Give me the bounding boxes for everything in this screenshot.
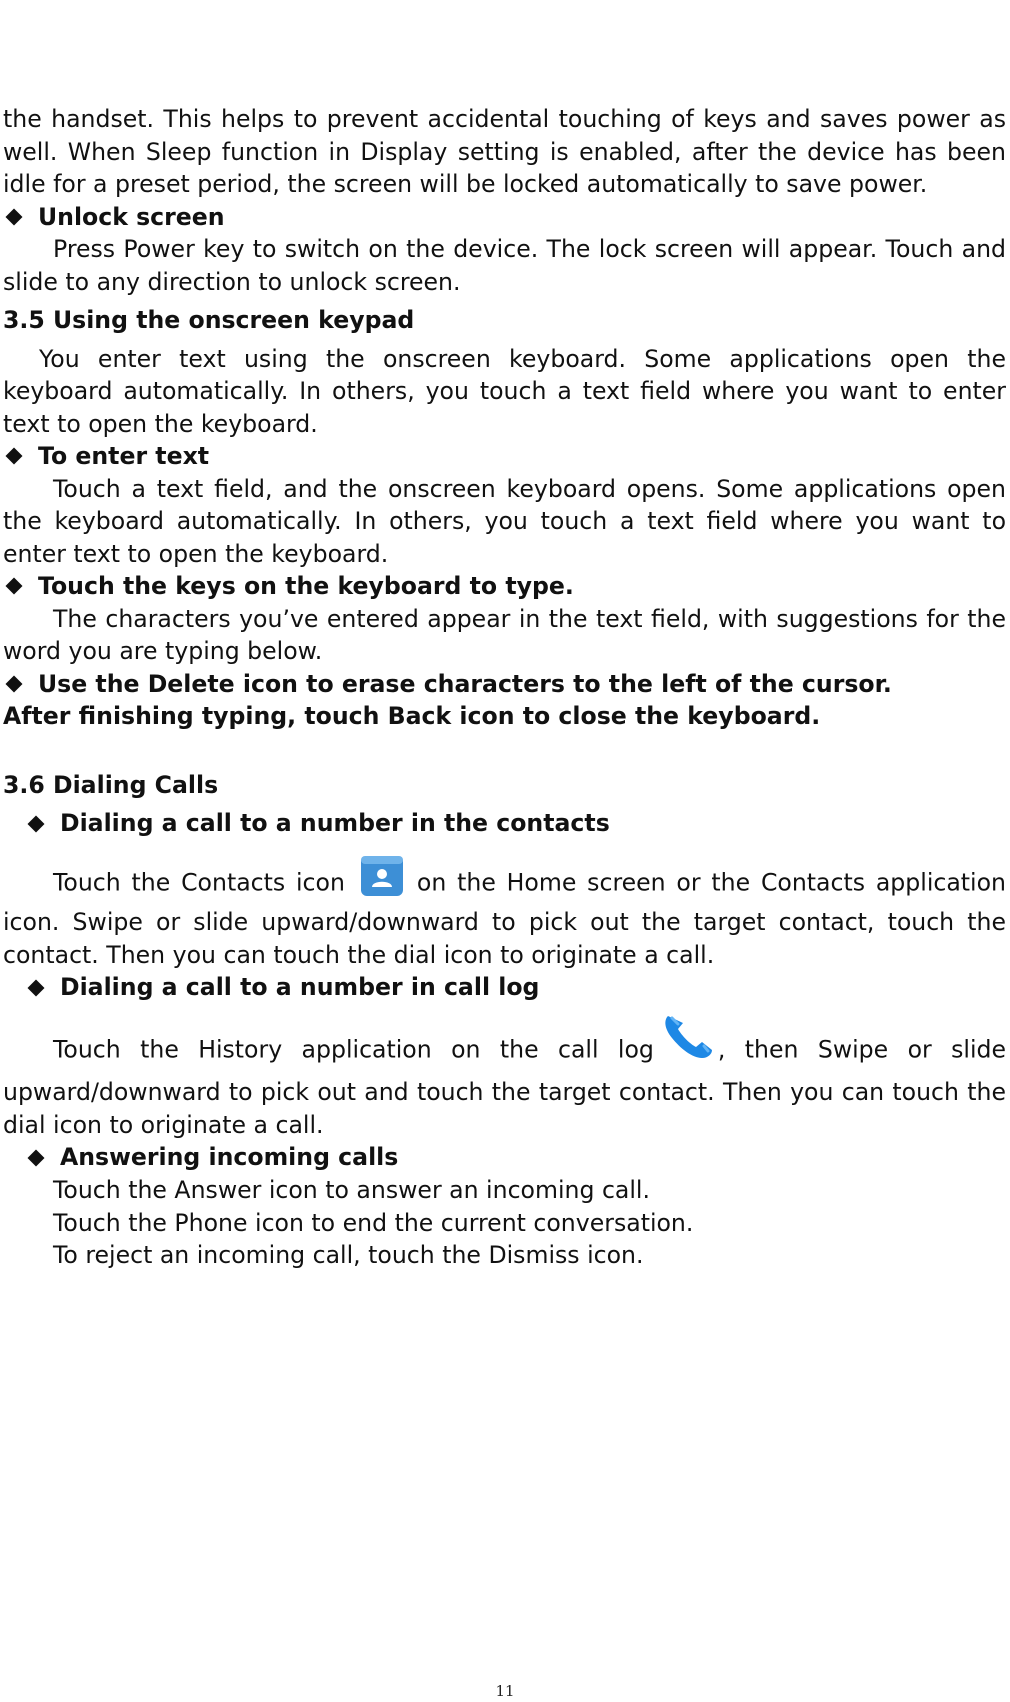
- unlock-screen-text: Press Power key to switch on the device. The lock screen will appear. Touch and slide to any direction to unlock screen.: [3, 235, 1006, 296]
- diamond-bullet-icon: [6, 448, 23, 465]
- diamond-bullet-icon: [6, 675, 23, 692]
- intro-paragraph: the handset. This helps to prevent accidental touching of keys and saves power as well. When Sleep function in Display setting is enabled, after the device has been idle for a preset period, the screen will be locked automatically to save power.: [3, 105, 1006, 198]
- section-3-5-intro: You enter text using the onscreen keyboard. Some applications open the keyboard automatically. In others, you touch a text field where you want to enter text to open the keyboard.: [3, 344, 1006, 438]
- phone-icon: [662, 1012, 716, 1062]
- section-3-5-heading: 3.5 Using the onscreen keypad: [3, 306, 415, 334]
- page-number: 11: [495, 1682, 515, 1700]
- touch-keys-heading: Touch the keys on the keyboard to type.: [3, 570, 1006, 603]
- diamond-bullet-icon: [6, 578, 23, 595]
- diamond-bullet-icon: [28, 1149, 45, 1166]
- dialing-contacts-body: Touch the Contacts icon on the Home screen or the Contacts application icon. Swipe or slide upward/downward to pick out the target contact, touch the contact. Then you can touch the dial icon to originate a call.: [3, 862, 1006, 971]
- answer-line: Touch the Answer icon to answer an incoming call.: [53, 1176, 650, 1204]
- diamond-bullet-icon: [28, 815, 45, 832]
- contacts-icon: [359, 854, 405, 898]
- dialing-contacts-heading: Dialing a call to a number in the contacts: [3, 807, 1006, 840]
- end-call-line: Touch the Phone icon to end the current conversation.: [53, 1208, 694, 1237]
- reject-call-line: To reject an incoming call, touch the Dismiss icon.: [53, 1241, 644, 1269]
- enter-text-heading: To enter text: [3, 440, 1006, 473]
- document-body: [3, 103, 1006, 1272]
- delete-icon-heading: Use the Delete icon to erase characters to the left of the cursor.: [3, 668, 1006, 701]
- dialing-calllog-heading: Dialing a call to a number in call log: [3, 971, 1006, 1004]
- unlock-screen-heading: Unlock screen: [3, 201, 1006, 234]
- dialing-calllog-body: Touch the History application on the call log , then Swipe or slide upward/downward to pick out and touch the target contact. Then you can touch the dial icon to originate a call.: [3, 1026, 1006, 1141]
- section-3-6-heading: 3.6 Dialing Calls: [3, 770, 219, 799]
- touch-keys-body: The characters you’ve entered appear in the text field, with suggestions for the word you are typing below.: [3, 604, 1006, 665]
- after-typing-text: After finishing typing, touch Back icon to close the keyboard.: [3, 702, 821, 730]
- diamond-bullet-icon: [6, 208, 23, 225]
- enter-text-body: Touch a text field, and the onscreen keyboard opens. Some applications open the keyboard automatically. In others, you touch a text field where you want to enter text to open the keyboard.: [3, 474, 1006, 568]
- diamond-bullet-icon: [28, 979, 45, 996]
- answering-calls-heading: Answering incoming calls: [3, 1141, 1006, 1174]
